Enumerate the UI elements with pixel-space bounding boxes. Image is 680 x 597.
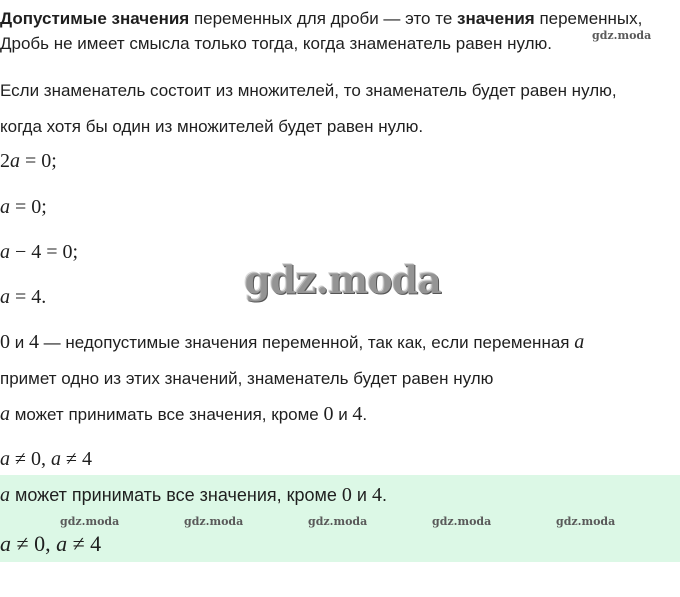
equation-2-rest: = 0;: [10, 196, 47, 218]
conclusion-line-2: примет одно из этих значений, знаменатель будет равен нулю: [0, 369, 494, 388]
definition-line: [0, 8, 642, 30]
definition-text-2: переменных,: [534, 9, 643, 28]
explanation-line-2: когда хотя бы один из множителей будет равен нулю.: [0, 117, 424, 136]
inequality-rest-2: ≠ 4: [60, 448, 92, 470]
answer-rest-2: ≠ 4: [67, 531, 102, 556]
equation-3: [0, 241, 78, 263]
equation-2: [0, 196, 47, 218]
inequality-var-1: a: [0, 448, 10, 470]
definition-text-1: переменных для дроби — это те: [189, 9, 457, 28]
variable-a: a: [574, 331, 585, 353]
answer-line-2: [0, 533, 101, 555]
explanation-line-1: Если знаменатель состоит из множителей, то знаменатель будет равен нулю,: [0, 81, 617, 100]
value-four: 4: [28, 331, 39, 353]
answer-var-1: a: [0, 531, 11, 556]
equation-1-var: a: [10, 150, 20, 172]
definition-line-2: Дробь не имеет смысла только тогда, когда знаменатель равен нулю.: [0, 34, 552, 53]
answer-line-1: [0, 484, 387, 506]
watermark-row-5: gdz.moda: [556, 515, 616, 528]
variable-a: a: [0, 484, 10, 506]
watermark-center: gdz.moda: [244, 257, 441, 302]
inequality-var-2: a: [50, 448, 61, 470]
conclusion-text-5: .: [362, 405, 368, 424]
conclusion-text-1: и: [10, 333, 29, 352]
equation-2-var: a: [0, 196, 10, 218]
inequality-rest-1: ≠ 0,: [10, 448, 51, 470]
equation-1: [0, 150, 57, 172]
equation-3-rest: − 4 = 0;: [10, 241, 79, 263]
equation-4: [0, 286, 46, 308]
value-zero: 0: [323, 403, 334, 425]
value-zero: 0: [0, 331, 10, 353]
watermark-row-2: gdz.moda: [184, 515, 244, 528]
equation-3-var: a: [0, 241, 10, 263]
term-allowed-values: Допустимые значения: [0, 9, 190, 28]
watermark-row-3: gdz.moda: [308, 515, 368, 528]
term-values: значения: [457, 9, 535, 28]
variable-a: a: [0, 403, 10, 425]
conclusion-text-4: и: [333, 405, 353, 424]
equation-4-rest: = 4.: [10, 286, 47, 308]
value-four: 4: [352, 403, 363, 425]
value-zero: 0: [341, 484, 352, 506]
conclusion-text-2: — недопустимые значения переменной, так как, если переменная: [38, 333, 575, 352]
conclusion-text-3: может принимать все значения, кроме: [10, 405, 324, 424]
answer-text-1: может принимать все значения, кроме: [10, 485, 342, 505]
conclusion-line-1: [0, 331, 584, 354]
conclusion-line-3: [0, 403, 367, 426]
answer-rest-1: ≠ 0,: [11, 531, 57, 556]
equation-4-var: a: [0, 286, 10, 308]
answer-text-3: .: [381, 485, 387, 505]
watermark-row-4: gdz.moda: [432, 515, 492, 528]
equation-1-coef: 2: [0, 150, 10, 172]
answer-var-2: a: [56, 531, 68, 556]
answer-text-2: и: [351, 485, 372, 505]
watermark-top: gdz.moda: [592, 29, 652, 42]
watermark-row-1: gdz.moda: [60, 515, 120, 528]
inequality-line: [0, 448, 92, 470]
equation-1-rest: = 0;: [20, 150, 57, 172]
value-four: 4: [371, 484, 382, 506]
